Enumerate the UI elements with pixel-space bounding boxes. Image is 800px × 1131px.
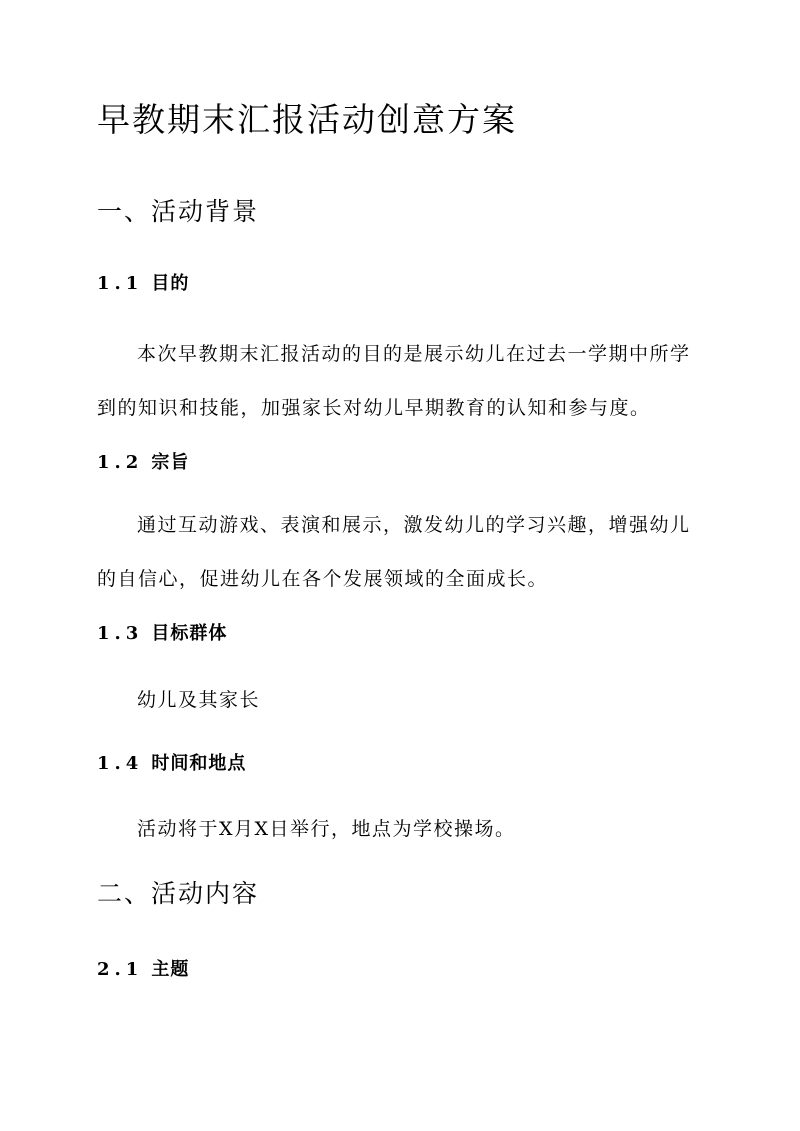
paragraph-line: 通过互动游戏、表演和展示，激发幼儿的学习兴趣，增强幼儿 (137, 514, 691, 536)
subheading-time-place (97, 751, 246, 777)
subheading-label: 目标群体 (151, 623, 228, 644)
paragraph-line: 的自信心，促进幼儿在各个发展领域的全面成长。 (97, 568, 549, 590)
subheading-theme (97, 957, 189, 983)
subheading-purpose (97, 271, 189, 297)
subheading-target-group (97, 621, 227, 647)
paragraph-tenet (97, 498, 717, 606)
subheading-number: 1.4 (97, 753, 144, 774)
paragraph-line: 本次早教期末汇报活动的目的是展示幼儿在过去一学期中所学 (137, 343, 691, 365)
paragraph-line: 幼儿及其家长 (137, 689, 261, 711)
paragraph-purpose (97, 327, 717, 435)
section-heading-content: 二、活动内容 (97, 879, 260, 908)
subheading-label: 主题 (151, 959, 190, 980)
paragraph-target-group (97, 673, 717, 727)
subheading-label: 目的 (151, 273, 190, 294)
subheading-label: 时间和地点 (151, 753, 247, 774)
subheading-number: 1.3 (97, 623, 144, 644)
subheading-number: 1.1 (97, 273, 144, 294)
section-heading-background: 一、活动背景 (97, 197, 260, 226)
subheading-tenet (97, 450, 189, 476)
paragraph-line: 活动将于X月X日举行，地点为学校操场。 (137, 818, 516, 840)
document-title: 早教期末汇报活动创意方案 (97, 100, 517, 139)
subheading-label: 宗旨 (151, 452, 190, 473)
paragraph-line: 到的知识和技能，加强家长对幼儿早期教育的认知和参与度。 (97, 397, 651, 419)
subheading-number: 2.1 (97, 959, 144, 980)
subheading-number: 1.2 (97, 452, 144, 473)
paragraph-time-place (97, 802, 717, 856)
